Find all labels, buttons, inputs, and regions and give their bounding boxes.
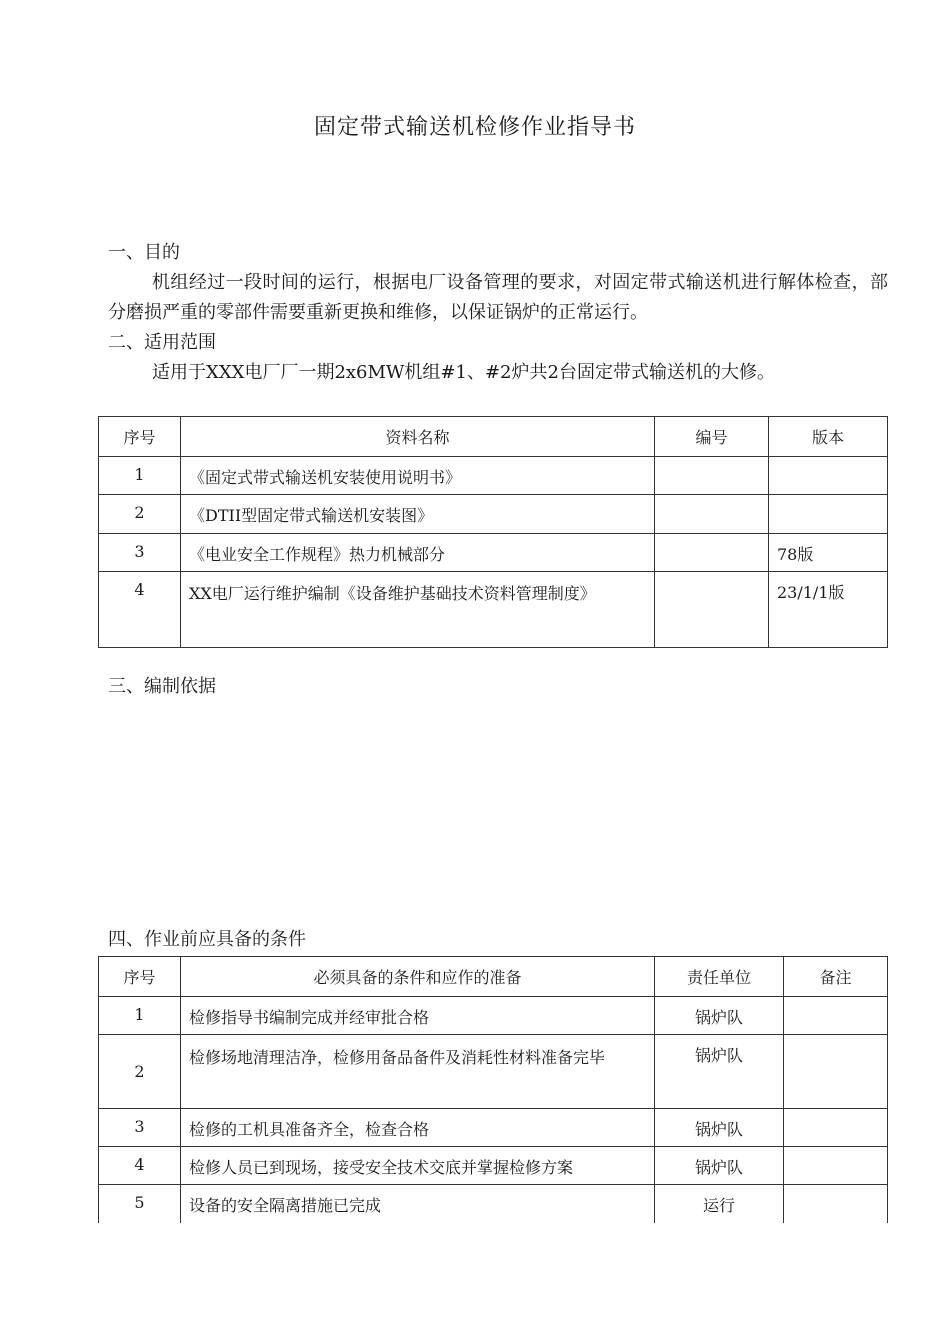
document-title: 固定带式输送机检修作业指导书 (313, 115, 636, 140)
row-code (655, 457, 769, 495)
row-name: 《电业安全工作规程》热力机械部分 (181, 534, 655, 572)
table-header-row (99, 417, 888, 457)
row-code (655, 495, 769, 534)
conditions-table (98, 956, 888, 1223)
section2-body: 适用于XXX电厂厂一期2x6MW机组#1、#2炉共2台固定带式输送机的大修。 (152, 362, 775, 383)
row-no: 4 (99, 572, 181, 648)
row-note (784, 997, 888, 1035)
section1-body: 机组经过一段时间的运行，根据电厂设备管理的要求，对固定带式输送机进行解体检查，部分磨损严重的零部件需要重新更换和维修，以保证锅炉的正常运行。 (108, 272, 888, 323)
header-note: 备注 (784, 957, 888, 997)
row-no: 2 (99, 495, 181, 534)
row-item: 检修指导书编制完成并经审批合格 (181, 997, 655, 1035)
row-note (784, 1147, 888, 1185)
row-item: 设备的安全隔离措施已完成 (181, 1185, 655, 1223)
row-unit: 锅炉队 (655, 997, 784, 1035)
row-item: 检修人员已到现场，接受安全技术交底并掌握检修方案 (181, 1147, 655, 1185)
header-version: 版本 (769, 417, 888, 457)
row-version: 23/1/1版 (769, 572, 888, 648)
header-name: 资料名称 (181, 417, 655, 457)
row-no: 5 (99, 1185, 181, 1223)
table-row (99, 1109, 888, 1147)
row-unit: 锅炉队 (655, 1147, 784, 1185)
table-row (99, 457, 888, 495)
row-no: 4 (99, 1147, 181, 1185)
header-item: 必须具备的条件和应作的准备 (181, 957, 655, 997)
table-row (99, 1147, 888, 1185)
section4-heading: 四、作业前应具备的条件 (108, 929, 306, 950)
header-no: 序号 (99, 957, 181, 997)
row-code (655, 534, 769, 572)
row-item: 检修的工机具准备齐全，检查合格 (181, 1109, 655, 1147)
section2-heading: 二、适用范围 (108, 332, 216, 353)
table-row (99, 534, 888, 572)
row-no: 2 (99, 1035, 181, 1109)
table-row (99, 495, 888, 534)
section3-heading: 三、编制依据 (108, 676, 216, 697)
row-code (655, 572, 769, 648)
references-table (98, 416, 888, 648)
header-unit: 责任单位 (655, 957, 784, 997)
row-unit: 锅炉队 (655, 1035, 784, 1109)
row-unit: 锅炉队 (655, 1109, 784, 1147)
table-row (99, 1035, 888, 1109)
row-version (769, 495, 888, 534)
row-version: 78版 (769, 534, 888, 572)
row-version (769, 457, 888, 495)
header-no: 序号 (99, 417, 181, 457)
row-name: 《DTII型固定带式输送机安装图》 (181, 495, 655, 534)
row-no: 1 (99, 457, 181, 495)
row-note (784, 1185, 888, 1223)
row-unit: 运行 (655, 1185, 784, 1223)
row-item: 检修场地清理洁净，检修用备品备件及消耗性材料准备完毕 (181, 1035, 655, 1109)
section1-heading: 一、目的 (108, 242, 180, 263)
row-name: XX电厂运行维护编制《设备维护基础技术资料管理制度》 (181, 572, 655, 648)
row-no: 3 (99, 534, 181, 572)
table-row (99, 572, 888, 648)
row-no: 1 (99, 997, 181, 1035)
row-name: 《固定式带式输送机安装使用说明书》 (181, 457, 655, 495)
row-note (784, 1035, 888, 1109)
table-row (99, 997, 888, 1035)
header-code: 编号 (655, 417, 769, 457)
table-row (99, 1185, 888, 1223)
table-header-row (99, 957, 888, 997)
row-no: 3 (99, 1109, 181, 1147)
row-note (784, 1109, 888, 1147)
